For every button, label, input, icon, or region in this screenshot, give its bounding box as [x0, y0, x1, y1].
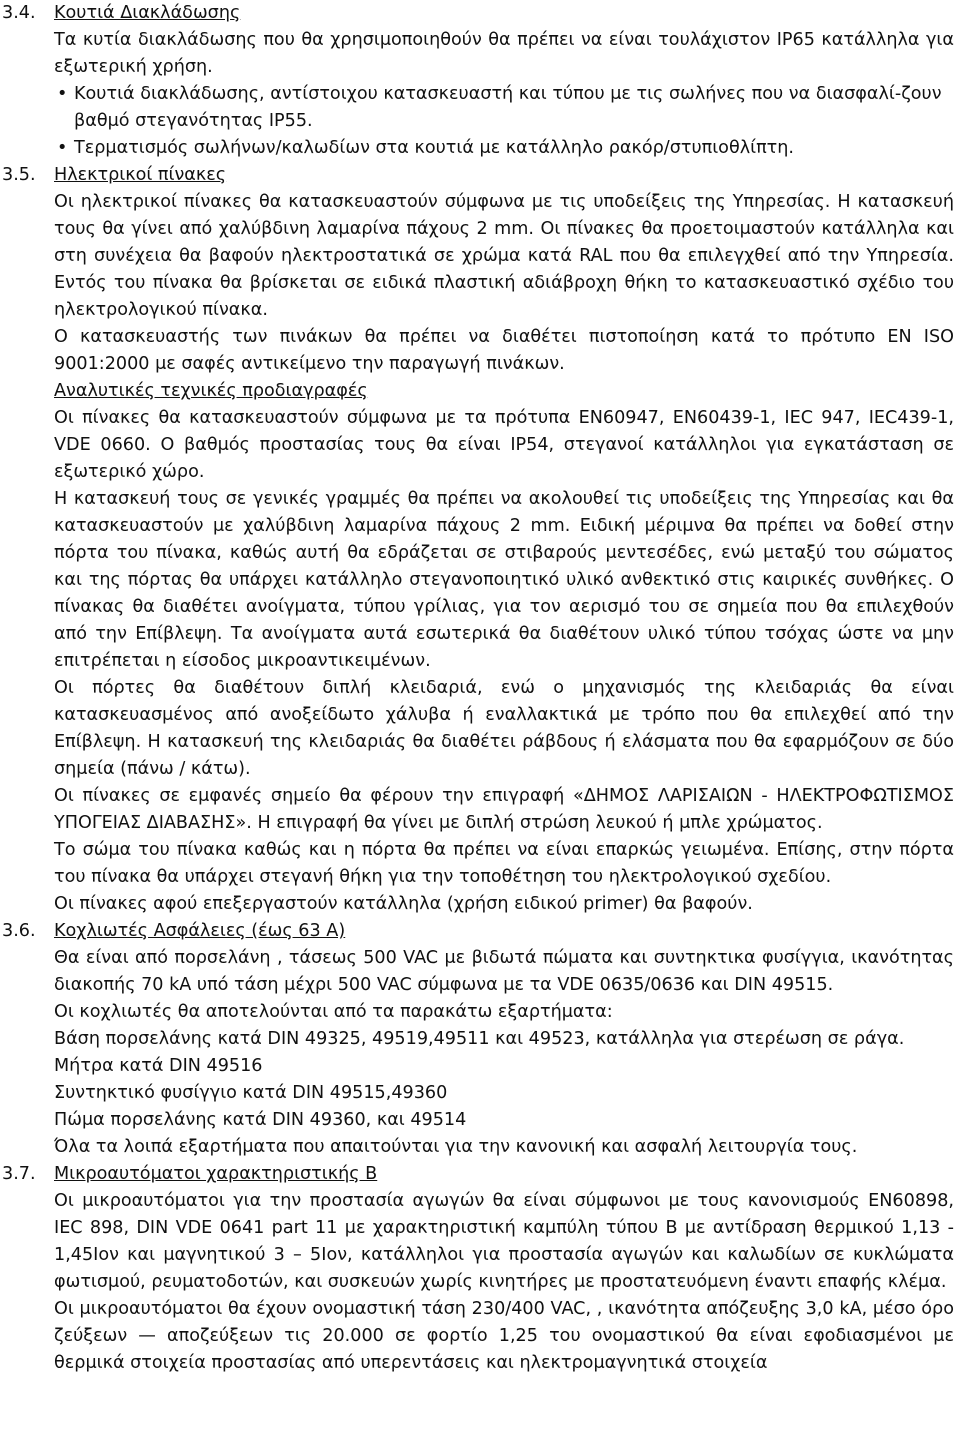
paragraph: Οι πόρτες θα διαθέτουν διπλή κλειδαριά, ενώ ο μηχανισμός της κλειδαριάς θα είναι κατασκευασμένος από ανοξείδωτο χάλυβα ή εναλλακτικά με τρόπο που θα επιλεχθεί από την Επίβλεψη. Η κατασκευή της κλειδαριάς θα διαθέτει ράβδους ή ελάσματα που θα εφαρμόζουν σε δύο σημεία (πάνω / κάτω). [54, 678, 954, 779]
section-number: 3.5. [2, 165, 36, 185]
text-line: Οι κοχλιωτές θα αποτελούνται από τα παρακάτω εξαρτήματα: [54, 1002, 613, 1022]
section-heading [0, 918, 960, 945]
section-3-5 [0, 162, 960, 918]
paragraph: Οι μικροαυτόματοι θα έχουν ονομαστική τάση 230/400 VAC, , ικανότητα απόζευξης 3,0 kA, μέσο όρο ζεύξεων — αποζεύξεων τις 20.000 σε φορτίο 1,25 του ονομαστικού θα είναι εφοδιασμένοι με θερμικά στοιχεία προστασίας από υπερεντάσεις και ηλεκτρομαγνητικά στοιχεία [54, 1299, 954, 1373]
section-3-4 [0, 0, 960, 162]
text-line: Πώμα πορσελάνης κατά DIN 49360, και 49514 [54, 1110, 467, 1130]
section-title: Μικροαυτόματοι χαρακτηριστικής Β [54, 1164, 378, 1184]
section-number: 3.6. [2, 921, 36, 941]
paragraph: Το σώμα του πίνακα καθώς και η πόρτα θα πρέπει να είναι επαρκώς γειωμένα. Επίσης, στην πόρτα του πίνακα θα υπάρχει στεγανή θήκη για την τοποθέτηση του ηλεκτρολογικού σχεδίου. [54, 840, 954, 887]
bullet-list [54, 81, 954, 162]
paragraph: Θα είναι από πορσελάνη , τάσεως 500 VAC με βιδωτά πώματα και συντηκτικα φυσίγγια, ικανότητας διακοπής 70 kA υπό τάση μέχρι 500 VAC σύμφωνα με τα VDE 0635/0636 και DIN 49515. [54, 948, 954, 995]
section-number: 3.4. [2, 3, 36, 23]
text-line: Συντηκτικό φυσίγγιο κατά DIN 49515,49360 [54, 1083, 448, 1103]
subheading: Αναλυτικές τεχνικές προδιαγραφές [54, 381, 368, 401]
list-item: • Τερματισμός σωλήνων/καλωδίων στα κουτιά με κατάλληλο ρακόρ/στυπιοθλίπτη. [54, 135, 954, 162]
section-3-6 [0, 918, 960, 1161]
section-heading [0, 0, 960, 27]
paragraph: Τα κυτία διακλάδωσης που θα χρησιμοποιηθούν θα πρέπει να είναι τουλάχιστον IP65 κατάλληλα για εξωτερική χρήση. [54, 30, 954, 77]
section-heading [0, 1161, 960, 1188]
section-heading [0, 162, 960, 189]
section-title: Κοχλιωτές Ασφάλειες (έως 63 Α) [54, 921, 346, 941]
paragraph: Οι πίνακες αφού επεξεργαστούν κατάλληλα (χρήση ειδικού primer) θα βαφούν. [54, 894, 753, 914]
paragraph: Οι ηλεκτρικοί πίνακες θα κατασκευαστούν σύμφωνα με τις υποδείξεις της Υπηρεσίας. Η κατασκευή τους θα γίνει από χαλύβδινη λαμαρίνα πάχους 2 mm. Οι πίνακες θα προετοιμαστούν κατάλληλα και στη συνέχεια θα βαφούν ηλεκτροστατικά σε χρώμα κατά RAL που θα επιλεγχθεί από την Υπηρεσία. Εντός του πίνακα θα βρίσκεται σε ειδικά πλαστική αδιάβροχη θήκη το κατασκευαστικό σχέδιο του ηλεκτρολογικού πίνακα. [54, 192, 954, 320]
paragraph: Οι πίνακες σε εμφανές σημείο θα φέρουν την επιγραφή «ΔΗΜΟΣ ΛΑΡΙΣΑΙΩΝ - ΗΛΕΚΤΡΟΦΩΤΙΣΜΟΣ ΥΠΟΓΕΙΑΣ ΔΙΑΒΑΣΗΣ». Η επιγραφή θα γίνει με διπλή στρώση λευκού ή μπλε χρώματος. [54, 786, 954, 833]
paragraph: Ο κατασκευαστής των πινάκων θα πρέπει να διαθέτει πιστοποίηση κατά το πρότυπο EN ISO 9001:2000 με σαφές αντικείμενο την παραγωγή πινάκων. [54, 327, 954, 374]
paragraph: Οι πίνακες θα κατασκευαστούν σύμφωνα με τα πρότυπα EN60947, EN60439-1, IEC 947, IEC439-1, VDE 0660. Ο βαθμός προστασίας τους θα είναι IP54, στεγανοί κατάλληλοι για εγκατάσταση σε εξωτερικό χώρο. [54, 408, 954, 482]
section-title: Κουτιά Διακλάδωσης [54, 3, 241, 23]
paragraph: Η κατασκευή τους σε γενικές γραμμές θα πρέπει να ακολουθεί τις υποδείξεις της Υπηρεσίας και θα κατασκευαστούν με χαλύβδινη λαμαρίνα πάχους 2 mm. Ειδική μέριμνα θα πρέπει να δοθεί στην πόρτα του πίνακα, καθώς αυτή θα εδράζεται σε στιβαρούς μεντεσέδες, ενώ μεταξύ του σώματος και της πόρτας θα υπάρχει κατάλληλο στεγανοποιητικό υλικό ανθεκτικό στις καιρικές συνθήκες. Ο πίνακας θα διαθέτει ανοίγματα, τύπου γρίλιας, για τον αερισμό του σε σημεία που θα επιλεχθούν από την Επίβλεψη. Τα ανοίγματα αυτά εσωτερικά θα διαθέτουν υλικό τύπου τσόχας ώστε να μην επιτρέπεται η είσοδος μικροαντικειμένων. [54, 489, 954, 671]
text-line: Μήτρα κατά DIN 49516 [54, 1056, 263, 1076]
text-line: Βάση πορσελάνης κατά DIN 49325, 49519,49511 και 49523, κατάλληλα για στερέωση σε ράγα. [54, 1029, 905, 1049]
section-3-7 [0, 1161, 960, 1377]
paragraph: Οι μικροαυτόματοι για την προστασία αγωγών θα είναι σύμφωνοι με τους κανονισμούς EN60898, IEC 898, DIN VDE 0641 part 11 με χαρακτηριστική καμπύλη τύπου Β με αντίδραση θερμικού 1,13 - 1,45Ιον και μαγνητικού 3 – 5Ιον, κατάλληλοι για προστασία αγωγών και καλωδίων σε κυκλώματα φωτισμού, ρευματοδοτών, και συσκευών χωρίς κινητήρες με προστατευόμενη έναντι επαφής κλέμα. [54, 1191, 954, 1292]
section-title: Ηλεκτρικοί πίνακες [54, 165, 227, 185]
list-item: • Κουτιά διακλάδωσης, αντίστοιχου κατασκευαστή και τύπου με τις σωλήνες που να διασφαλί-ζουν βαθμό στεγανότητας IP55. [54, 81, 954, 135]
text-line: Όλα τα λοιπά εξαρτήματα που απαιτούνται για την κανονική και ασφαλή λειτουργία τους. [54, 1137, 858, 1157]
section-number: 3.7. [2, 1164, 36, 1184]
